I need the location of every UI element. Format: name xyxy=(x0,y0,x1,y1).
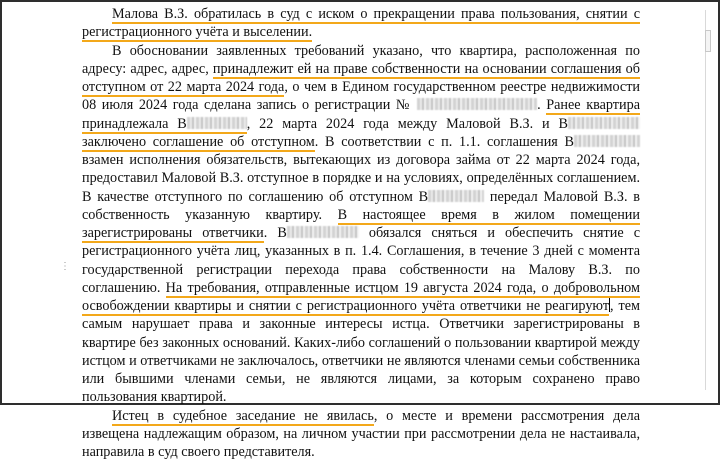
highlight-previous-owner: Ранее квартира принадлежала В xyxy=(82,97,640,133)
scroll-thumb[interactable] xyxy=(705,30,711,52)
redacted-name xyxy=(287,226,359,238)
redacted-name xyxy=(187,117,247,129)
highlight-claim: Малова В.З. обратилась в суд с иском о прекращении права пользования, снятии с регистрационного учёта и выселении. xyxy=(82,6,640,42)
highlight-demands: На требования, отправленные истцом 19 августа 2024 года, о добровольном освобождении квартиры и снятии с регистрационного учёта ответчики не реагируют xyxy=(82,280,640,316)
highlight-ownership: принадлежит ей на праве собственности на основании соглашения об отступном от 22 марта 2024 года xyxy=(82,61,640,97)
highlight-registered-respondents: В настоящее время в жилом помещении зарегистрированы ответчики xyxy=(82,207,640,243)
paragraph-hearing: Истец в судебное заседание не явилась, о месте и времени рассмотрения дела извещена надлежащим образом, на личном участии при рассмотрении дела не настаивала, направила в суд своего представителя. xyxy=(82,407,640,461)
paragraph-grounds: В обосновании заявленных требований указано, что квартира, расположенная по адресу: адрес, адрес, принадлежит ей на праве собственности на основании соглашения об отступном от 22 марта 2024 года, о чем в Едином государственном реестре недвижимости 08 июля 2024 года сделана запись о регистрации № . Ранее квартира принадлежала В , 22 марта 2024 года между Маловой В.З. и В заключено соглашение об отступном. В соответствии с п. 1.1. соглашения В взамен исполнения обязательств, вытекающих из договора займа от 22 марта 2024 года, предоставил Маловой В.З. отступное в порядке и на условиях, определённых соглашением. В качестве отступного по соглашению об отступном В передал Маловой В.З. в собственность указанную квартиру. В настоящее время в жилом помещении зарегистрированы ответчики. В обязался сняться и обеспечить снятие с регистрационного учёта лиц, указанных в п. 1.4. Соглашения, в течение 3 дней с момента государственной регистрации перехода права собственности на Малову В.З. по соглашению. На требования, отправленные истцом 19 августа 2024 года, о добровольном освобождении квартиры и снятии с регистрационного учёта ответчики не реагируют, тем самым нарушает права и законные интересы истца. Ответчики зарегистрированы в квартире без законных оснований. Каких-либо соглашений о пользовании квартирой между истцом и ответчиками не заключалось, ответчики не являются членами семьи собственника или бывшими членами семьи, не являются лицами, за которым сохранено право пользования квартирой. xyxy=(82,42,640,407)
highlight-agreement: заключено соглашение об отступном xyxy=(82,134,315,152)
redacted-registration-number xyxy=(417,98,537,110)
paragraph-claim xyxy=(82,5,640,42)
redacted-name xyxy=(568,117,640,129)
gutter-marker-icon: ⋮ xyxy=(60,262,69,272)
vertical-scrollbar[interactable] xyxy=(705,10,712,390)
redacted-name xyxy=(574,135,640,147)
highlight-absence: Истец в судебное заседание не явилась xyxy=(112,408,374,426)
document-body[interactable] xyxy=(82,5,640,461)
redacted-name xyxy=(428,190,484,202)
